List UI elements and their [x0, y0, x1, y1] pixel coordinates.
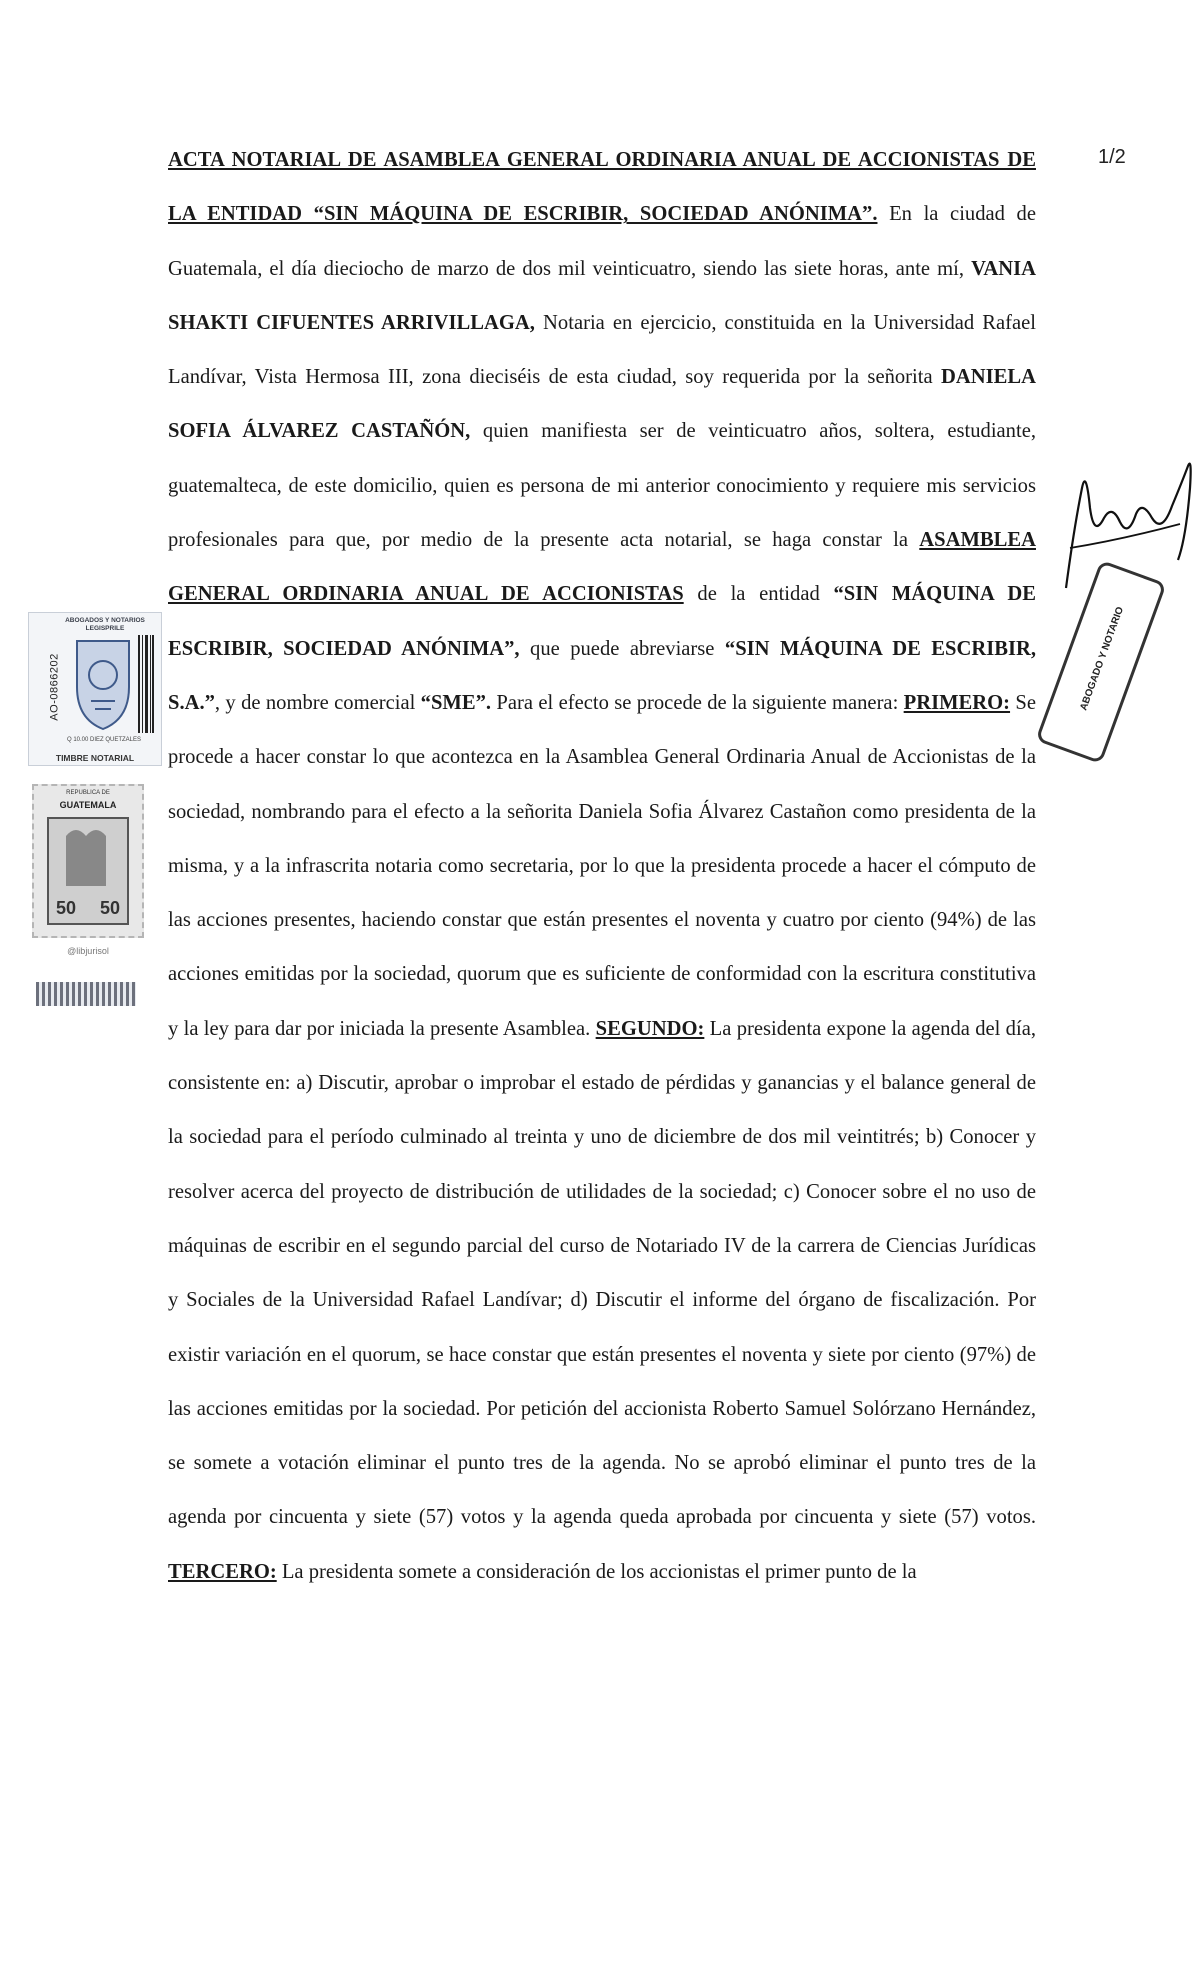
svg-text:50: 50	[100, 898, 121, 918]
notary-seal	[1035, 560, 1166, 764]
assembly-name: ASAMBLEA GENERAL ORDINARIA ANUAL DE ACCIONISTAS	[168, 529, 1036, 606]
section-third-label: TERCERO:	[168, 1560, 277, 1583]
intro-text: En la ciudad de Guatemala, el día dieciocho de marzo de dos mil veinticuatro, siendo las siete horas, ante mí,	[168, 203, 1036, 280]
page-number: 1/2	[1098, 146, 1126, 168]
notary-name: VANIA SHAKTI CIFUENTES ARRIVILLAGA,	[168, 257, 1036, 334]
stamp-header: ABOGADOS Y NOTARIOS LEGISPRILE	[65, 617, 145, 632]
fiscal-stamp-handle: @libjurisol	[67, 946, 109, 956]
entity-name: “SIN MÁQUINA DE ESCRIBIR, SOCIEDAD ANÓNIMA”,	[168, 583, 1036, 660]
document-body	[168, 133, 1036, 1599]
requester-description: quien manifiesta ser de veinticuatro años, soltera, estudiante, guatemalteca, de este domicilio, quien es persona de mi anterior conocimiento y requiere mis servicios profesionales para que, por medio de la presente acta notarial, se haga constar la	[168, 420, 1036, 552]
notarial-stamp	[28, 612, 162, 766]
abbreviation-prefix: que puede abreviarse	[519, 637, 725, 660]
requester-name: DANIELA SOFIA ÁLVAREZ CASTAÑÓN,	[168, 366, 1036, 443]
stamp-value: Q 10.00 DIEZ QUETZALES	[66, 737, 142, 743]
fiscal-stamp-country: GUATEMALA	[59, 800, 117, 810]
fiscal-stamp-header: REPUBLICA DE	[66, 790, 110, 796]
commercial-prefix: , y de nombre comercial	[214, 691, 421, 714]
security-strip	[36, 982, 136, 1006]
stamp-footer: TIMBRE NOTARIAL	[55, 753, 135, 763]
section-second-label: SEGUNDO:	[595, 1017, 705, 1040]
commercial-name: “SME”.	[420, 691, 492, 714]
stamp-illustration-icon	[46, 816, 130, 926]
coat-of-arms-icon	[71, 635, 135, 733]
section-third-text: La presidenta somete a consideración de los accionistas el primer punto de la	[276, 1560, 917, 1583]
notary-description: Notaria en ejercicio, constituida en la Universidad Rafael Landívar, Vista Hermosa III, zona dieciséis de esta ciudad, soy requerida por la señorita	[168, 311, 1037, 389]
notary-seal-text: ABOGADO Y NOTARIO	[1078, 605, 1127, 713]
section-first-text: Se procede a hacer constar lo que acontezca en la Asamblea General Ordinaria Anual de Accionistas de la sociedad, nombrando para el efecto a la señorita Daniela Sofia Álvarez Castañon como presidenta de la misma, y a la infrascrita notaria como secretaria, por lo que la presidenta procede a hacer el cómputo de las acciones presentes, haciendo constar que están presentes el noventa y cuatro por ciento (94%) de las acciones emitidas por la sociedad, quorum que es suficiente de conformidad con la escritura constitutiva y la ley para dar por iniciada la presente Asamblea.	[168, 691, 1036, 1040]
barcode-icon	[137, 635, 155, 733]
procedure-text: Para el efecto se procede de la siguiente manera:	[491, 691, 904, 714]
fiscal-stamp	[32, 784, 144, 956]
section-first-label: PRIMERO:	[903, 691, 1011, 714]
svg-text:50: 50	[56, 898, 77, 918]
section-second-text: La presidenta expone la agenda del día, consistente en: a) Discutir, aprobar o improbar el estado de pérdidas y ganancias y el balance general de la sociedad para el período culminado al treinta y uno de diciembre de dos mil veintitrés; b) Conocer y resolver acerca del proyecto de distribución de utilidades de la sociedad; c) Conocer sobre el no uso de máquinas de escribir en el segundo parcial del curso de Notariado IV de la carrera de Ciencias Jurídicas y Sociales de la Universidad Rafael Landívar; d) Discutir el informe del órgano de fiscalización. Por existir variación en el quorum, se hace constar que están presentes el noventa y siete por ciento (97%) de las acciones emitidas por la sociedad. Por petición del accionista Roberto Samuel Solórzano Hernández, se somete a votación eliminar el punto tres de la agenda. No se aprobó eliminar el punto tres de la agenda por cincuenta y siete (57) votos y la agenda queda aprobada por cincuenta y siete (57) votos.	[168, 1017, 1036, 1529]
paragraph	[168, 133, 1036, 1599]
entity-abbreviation: “SIN MÁQUINA DE ESCRIBIR, S.A.”	[168, 637, 1037, 714]
stamp-code: AO-0866202	[48, 653, 61, 721]
document-title: ACTA NOTARIAL DE ASAMBLEA GENERAL ORDINARIA ANUAL DE ACCIONISTAS DE LA ENTIDAD “SIN MÁQUINA DE ESCRIBIR, SOCIEDAD ANÓNIMA”.	[168, 149, 1036, 226]
entity-prefix: de la entidad	[683, 583, 834, 606]
